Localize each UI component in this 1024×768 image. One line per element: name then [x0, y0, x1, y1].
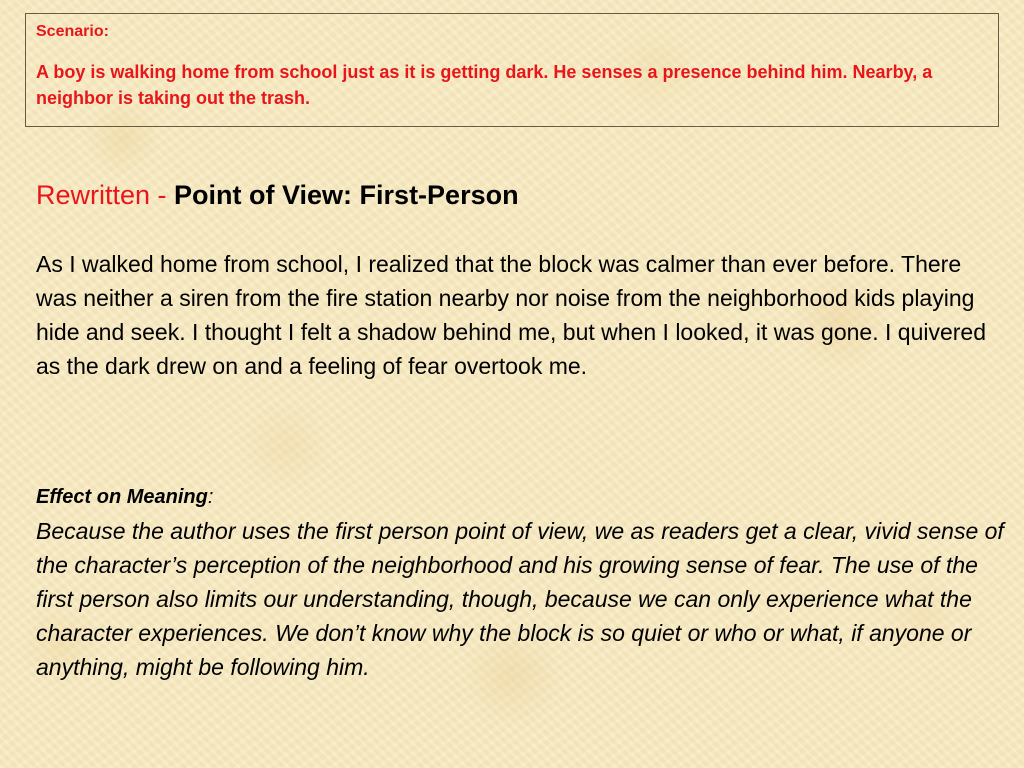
- scenario-box: [25, 13, 999, 127]
- scenario-text: A boy is walking home from school just as it is getting dark. He senses a presence behind him. Nearby, a neighbor is taking out the trash.: [36, 62, 933, 108]
- effect-colon: :: [207, 486, 214, 508]
- story-paragraph: As I walked home from school, I realized that the block was calmer than ever before. There was neither a siren from the fire station nearby nor noise from the neighborhood kids playing hide and seek. I thought I felt a shadow behind me, but when I looked, it was gone. I quivered as the dark drew on and a feeling of fear overtook me.: [36, 251, 987, 379]
- effect-label: Effect on Meaning: [36, 486, 208, 508]
- page-title: [36, 178, 519, 212]
- scenario-label: Scenario:: [36, 23, 109, 40]
- effect-section: [36, 478, 1006, 684]
- effect-text: Because the author uses the first person point of view, we as readers get a clear, vivid sense of the character’s perception of the neighborhood and his growing sense of fear. The use of the first person also limits our understanding, though, because we can only experience what the character experiences. We don’t know why the block is so quiet or who or what, if anyone or anything, might be following him.: [36, 518, 1004, 680]
- heading-prefix: Rewritten -: [36, 180, 175, 210]
- heading-title: Point of View: First-Person: [174, 180, 519, 210]
